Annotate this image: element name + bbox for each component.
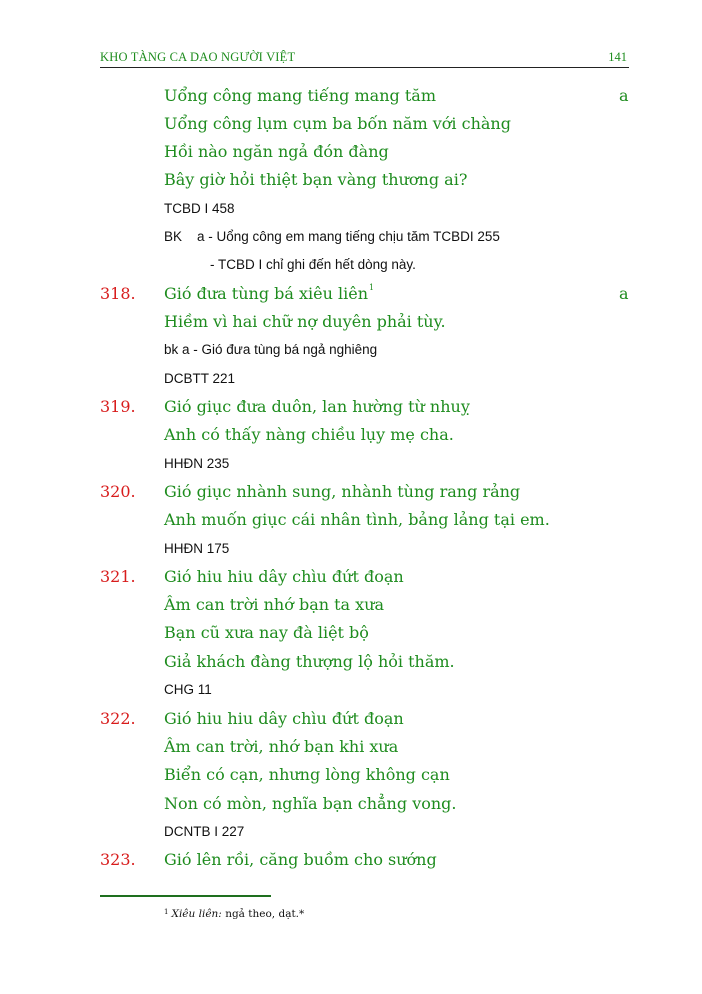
footnote-marker: 1: [164, 908, 169, 916]
verse-line: Hồi nào ngăn ngả đón đàng: [164, 142, 389, 161]
verse-line: Bây giờ hỏi thiệt bạn vàng thương ai?: [164, 170, 468, 189]
source-ref: CHG 11: [164, 682, 212, 697]
verse-line-text: Gió đưa tùng bá xiêu liên: [164, 284, 369, 303]
footnote: [164, 908, 304, 920]
verse-line: Bạn cũ xưa nay đà liệt bộ: [164, 623, 369, 642]
verse-line: Giả khách đàng thượng lộ hỏi thăm.: [164, 652, 455, 671]
verse-mark: a: [619, 86, 629, 105]
verse-number: 322.: [100, 709, 136, 728]
header-title: KHO TÀNG CA DAO NGƯỜI VIỆT: [100, 50, 296, 64]
verse-line: Anh có thấy nàng chiều lụy mẹ cha.: [164, 425, 454, 444]
verse-line: Gió hiu hiu dây chìu đứt đoạn: [164, 567, 404, 586]
verse-number: 318.: [100, 284, 136, 303]
footnote-ref[interactable]: 1: [369, 283, 375, 292]
source-ref: HHĐN 175: [164, 541, 230, 556]
source-variant: BK a - Uổng công em mang tiếng chịu tăm TCBDI 255: [164, 229, 500, 244]
verse-line: Uổng công lụm cụm ba bốn năm với chàng: [164, 114, 511, 133]
verse-line: [164, 284, 374, 303]
verse-line: Âm can trời, nhớ bạn khi xưa: [164, 737, 399, 756]
footnote-term: Xiêu liên:: [171, 908, 222, 920]
verse-number: 321.: [100, 567, 136, 586]
verse-number: 323.: [100, 850, 136, 869]
verse-line: Âm can trời nhớ bạn ta xưa: [164, 595, 385, 614]
page-number: 141: [608, 50, 627, 64]
source-ref: DCBTT 221: [164, 371, 236, 386]
verse-line: Gió giục nhành sung, nhành tùng rang rảng: [164, 482, 521, 501]
footnote-text: ngả theo, dạt.*: [221, 908, 305, 920]
verse-line: Uổng công mang tiếng mang tăm: [164, 86, 436, 105]
verse-line: Biển có cạn, nhưng lòng không cạn: [164, 765, 450, 784]
source-ref: HHĐN 235: [164, 456, 230, 471]
source-ref: DCNTB I 227: [164, 824, 245, 839]
verse-number: 319.: [100, 397, 136, 416]
verse-number: 320.: [100, 482, 136, 501]
source-variant: bk a - Gió đưa tùng bá ngả nghiêng: [164, 342, 378, 357]
verse-line: Non có mòn, nghĩa bạn chẳng vong.: [164, 794, 457, 813]
verse-line: Gió giục đưa duôn, lan hường từ nhuỵ: [164, 397, 470, 416]
source-ref: TCBD I 458: [164, 201, 235, 216]
source-note: - TCBD I chỉ ghi đến hết dòng này.: [210, 257, 416, 272]
verse-line: Gió lên rồi, căng buồm cho sướng: [164, 850, 437, 869]
verse-line: Hiềm vì hai chữ nợ duyên phải tùy.: [164, 312, 446, 331]
verse-line: Gió hiu hiu dây chìu đứt đoạn: [164, 709, 404, 728]
footnote-separator: [100, 895, 271, 897]
verse-mark: a: [619, 284, 629, 303]
verse-line: Anh muốn giục cái nhân tình, bảng lảng tại em.: [164, 510, 550, 529]
running-header: [100, 49, 629, 68]
